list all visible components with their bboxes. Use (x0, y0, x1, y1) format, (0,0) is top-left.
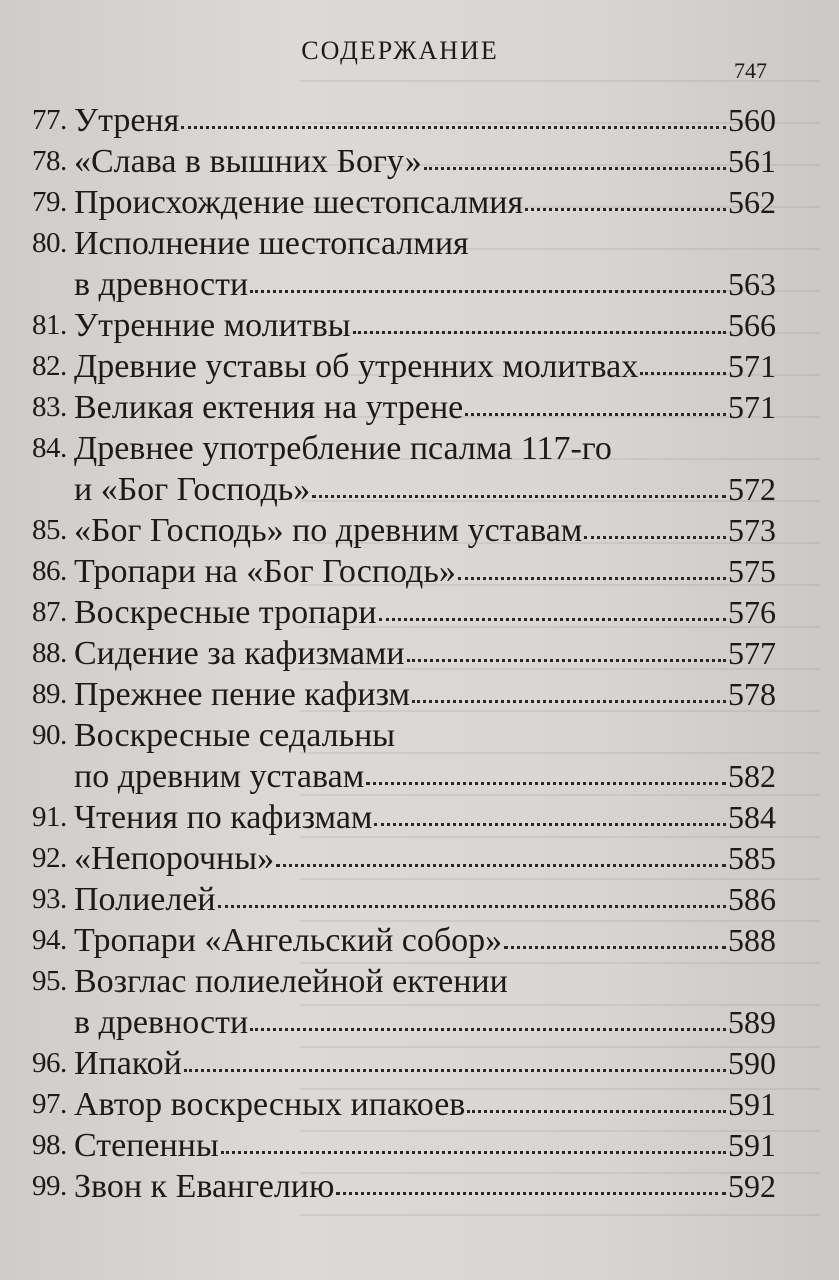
toc-entry-91 (32, 797, 776, 838)
toc-number: 82. (32, 350, 67, 382)
dot-leader (218, 905, 726, 908)
toc-title-line-2: по древним уставам (74, 758, 365, 795)
toc-entry-84 (32, 428, 776, 510)
toc-number: 78. (32, 145, 67, 177)
dot-leader (181, 126, 726, 129)
toc-entry-96 (32, 1043, 776, 1084)
toc-page-ref: 591 (728, 1127, 776, 1163)
dot-leader (250, 290, 726, 293)
toc-page-ref: 590 (728, 1045, 776, 1081)
toc-title: Сидение за кафизмами (74, 635, 405, 672)
toc-entry-78 (32, 141, 776, 182)
toc-number: 99. (32, 1170, 67, 1202)
toc-page-ref: 566 (728, 307, 776, 343)
toc-entry-87 (32, 592, 776, 633)
toc-entry-93 (32, 879, 776, 920)
toc-title: Происхождение шестопсалмия (74, 184, 524, 221)
toc-title-line-2: в древности (74, 266, 249, 303)
toc-title: Утреня (74, 102, 180, 139)
toc-number: 93. (32, 883, 67, 915)
toc-number: 88. (32, 637, 67, 669)
dot-leader (504, 946, 726, 949)
toc-number: 98. (32, 1129, 67, 1161)
toc-page-ref: 586 (728, 881, 776, 917)
toc-entry-94 (32, 920, 776, 961)
toc-title-line-2: и «Бог Господь» (74, 471, 311, 508)
toc-number: 89. (32, 678, 67, 710)
toc-entry-82 (32, 346, 776, 387)
dot-leader (366, 782, 726, 785)
dot-leader (640, 372, 726, 375)
toc-number: 87. (32, 596, 67, 628)
dot-leader (407, 659, 726, 662)
toc-entry-97 (32, 1084, 776, 1125)
toc-entry-98 (32, 1125, 776, 1166)
toc-title-line-1: Воскресные седальны (74, 717, 396, 754)
toc-entry-83 (32, 387, 776, 428)
toc-entry-89 (32, 674, 776, 715)
toc-number: 96. (32, 1047, 67, 1079)
toc-title: Древние уставы об утренних молитвах (74, 348, 639, 385)
toc-page-ref: 562 (728, 184, 776, 220)
toc-page-ref: 585 (728, 840, 776, 876)
toc-page-ref: 578 (728, 676, 776, 712)
toc-page-ref: 571 (728, 389, 776, 425)
toc-number: 83. (32, 391, 67, 423)
toc-entry-77 (32, 100, 776, 141)
toc-title: Великая ектения на утрене (74, 389, 464, 426)
toc-entry-81 (32, 305, 776, 346)
toc-entry-86 (32, 551, 776, 592)
dot-leader (221, 1151, 726, 1154)
toc-title: Воскресные тропари (74, 594, 377, 631)
toc-number: 84. (32, 432, 67, 464)
toc-title-line-2: в древности (74, 1004, 249, 1041)
toc-title: Автор воскресных ипакоев (74, 1086, 466, 1123)
toc-number: 91. (32, 801, 67, 833)
toc-page-ref: 577 (728, 635, 776, 671)
toc-title-line-1: Возглас полиелейной ектении (74, 963, 508, 1000)
toc-page-ref: 588 (728, 922, 776, 958)
toc-title: «Бог Господь» по древним уставам (74, 512, 583, 549)
dot-leader (465, 413, 726, 416)
toc-page-ref: 572 (728, 471, 776, 507)
toc-title: Тропари «Ангельский собор» (74, 922, 503, 959)
toc-title: Звон к Евангелию (74, 1168, 335, 1205)
toc-entry-92 (32, 838, 776, 879)
toc-title-line-1: Исполнение шестопсалмия (74, 225, 469, 262)
toc-title: Полиелей (74, 881, 216, 918)
toc-title: Прежнее пение кафизм (74, 676, 411, 713)
dot-leader (276, 864, 726, 867)
toc-title: Ипакой (74, 1045, 182, 1082)
toc-number: 79. (32, 186, 67, 218)
toc-page-ref: 589 (728, 1004, 776, 1040)
toc-entry-95 (32, 961, 776, 1043)
toc-number: 92. (32, 842, 67, 874)
toc-page-ref: 575 (728, 553, 776, 589)
toc-number: 81. (32, 309, 67, 341)
toc-number: 97. (32, 1088, 67, 1120)
dot-leader (336, 1192, 726, 1195)
dot-leader (250, 1028, 726, 1031)
dot-leader (184, 1069, 726, 1072)
dot-leader (525, 208, 726, 211)
dot-leader (379, 618, 726, 621)
toc-entry-88 (32, 633, 776, 674)
dot-leader (412, 700, 726, 703)
dot-leader (467, 1110, 726, 1113)
toc-number: 86. (32, 555, 67, 587)
dot-leader (458, 577, 726, 580)
toc-number: 95. (32, 965, 67, 997)
toc-number: 77. (32, 104, 67, 136)
toc-page-ref: 591 (728, 1086, 776, 1122)
page-number: 747 (734, 58, 767, 83)
toc-title-line-1: Древнее употребление псалма 117-го (74, 430, 612, 467)
running-head: СОДЕРЖАНИЕ (301, 36, 499, 65)
toc-page-ref: 571 (728, 348, 776, 384)
toc-entry-80 (32, 223, 776, 305)
toc-page-ref: 561 (728, 143, 776, 179)
table-of-contents (32, 100, 776, 1207)
toc-page-ref: 576 (728, 594, 776, 630)
toc-page-ref: 584 (728, 799, 776, 835)
toc-number: 85. (32, 514, 67, 546)
toc-title: Степенны (74, 1127, 219, 1164)
dot-leader (312, 495, 726, 498)
toc-title: Утренние молитвы (74, 307, 351, 344)
toc-entry-99 (32, 1166, 776, 1207)
toc-title: Чтения по кафизмам (74, 799, 373, 836)
toc-entry-79 (32, 182, 776, 223)
toc-page-ref: 592 (728, 1168, 776, 1204)
toc-title: Тропари на «Бог Господь» (74, 553, 456, 590)
toc-page-ref: 582 (728, 758, 776, 794)
toc-entry-90 (32, 715, 776, 797)
toc-page-ref: 563 (728, 266, 776, 302)
dot-leader (353, 331, 726, 334)
toc-number: 90. (32, 719, 67, 751)
toc-page-ref: 573 (728, 512, 776, 548)
toc-number: 80. (32, 227, 67, 259)
dot-leader (374, 823, 726, 826)
toc-page-ref: 560 (728, 102, 776, 138)
toc-number: 94. (32, 924, 67, 956)
dot-leader (584, 536, 726, 539)
toc-title: «Слава в вышних Богу» (74, 143, 422, 180)
toc-title: «Непорочны» (74, 840, 275, 877)
dot-leader (424, 167, 726, 170)
toc-entry-85 (32, 510, 776, 551)
